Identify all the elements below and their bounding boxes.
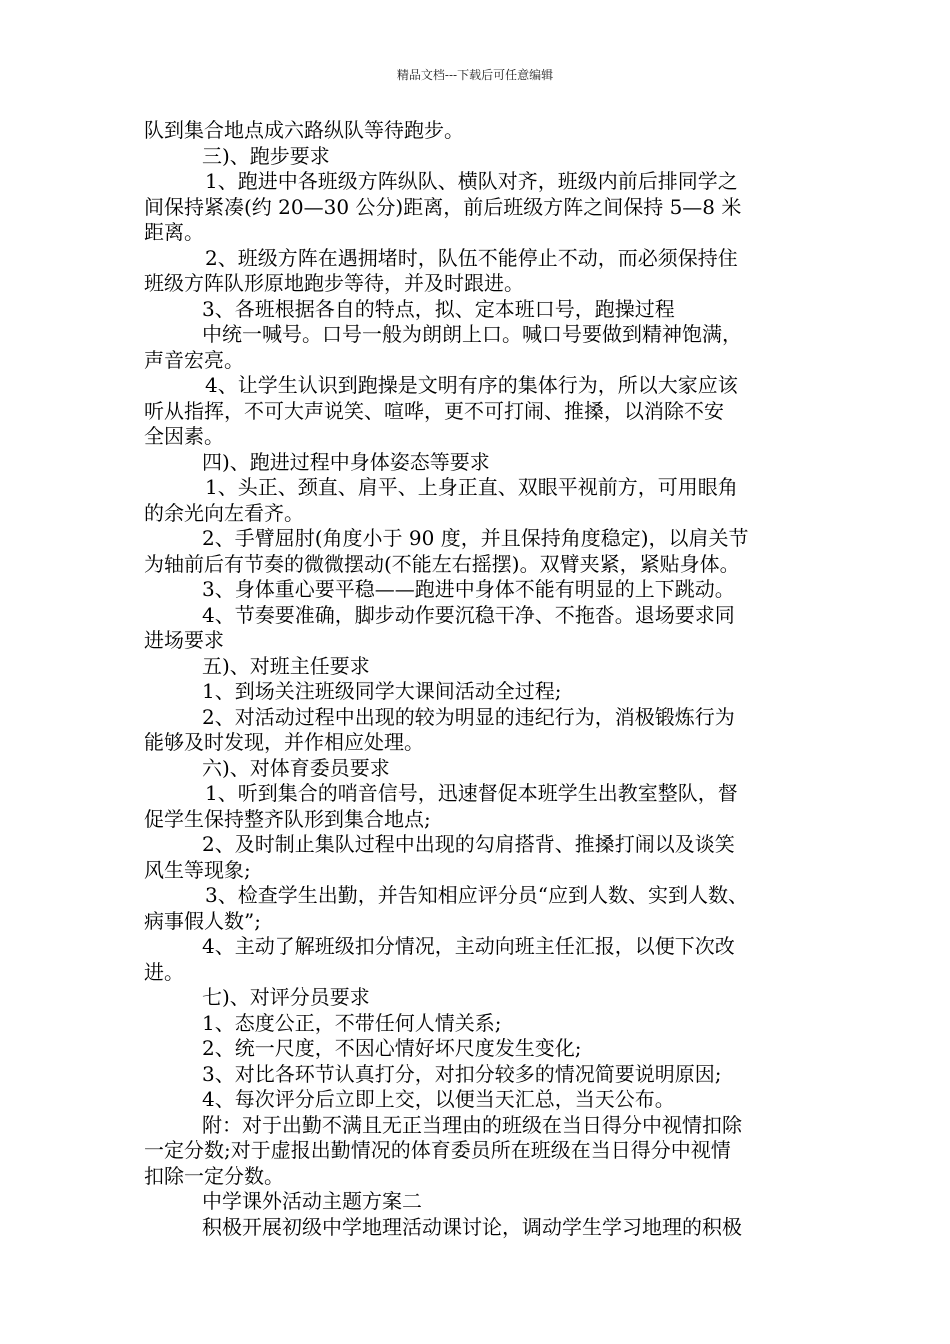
text-line: 4、每次评分后立即上交，以便当天汇总，当天公布。 [202, 1087, 675, 1111]
text-line: 1、头正、颈直、肩平、上身正直、双眼平视前方，可用眼角 [205, 475, 738, 499]
text-line: 五)、对班主任要求 [202, 653, 370, 678]
text-line: 扣除一定分数。 [144, 1163, 284, 1188]
text-line: 听从指挥，不可大声说笑、喧哗，更不可打闹、推搡，以消除不安 [144, 398, 724, 423]
text-line: 中统一喊号。口号一般为朗朗上口。喊口号要做到精神饱满， [202, 322, 742, 346]
text-line: 2、统一尺度，不因心情好坏尺度发生变化; [202, 1036, 582, 1060]
text-line: 四)、跑进过程中身体姿态等要求 [202, 449, 490, 474]
text-line: 进。 [144, 959, 184, 984]
text-line: 班级方阵队形原地跑步等待，并及时跟进。 [144, 271, 524, 295]
text-line: 4、主动了解班级扣分情况，主动向班主任汇报，以便下次改 [202, 934, 735, 958]
text-line: 距离。 [144, 220, 204, 244]
text-line: 促学生保持整齐队形到集合地点; [144, 806, 431, 831]
text-line: 1、听到集合的哨音信号，迅速督促本班学生出教室整队，督 [205, 781, 738, 805]
text-line: 2、对活动过程中出现的较为明显的违纪行为，消极锻炼行为 [202, 704, 735, 729]
text-line: 能够及时发现，并作相应处理。 [144, 730, 424, 754]
text-line: 的余光向左看齐。 [144, 500, 304, 525]
text-line: 进场要求 [144, 628, 224, 652]
text-line: 一定分数;对于虚报出勤情况的体育委员所在班级在当日得分中视情 [144, 1138, 731, 1162]
text-line: 4、让学生认识到跑操是文明有序的集体行为，所以大家应该 [205, 373, 738, 397]
text-line: 1、到场关注班级同学大课间活动全过程; [202, 679, 562, 703]
text-line: 3、对比各环节认真打分，对扣分较多的情况简要说明原因; [202, 1061, 722, 1086]
text-line: 3、身体重心要平稳——跑进中身体不能有明显的上下跳动。 [202, 577, 735, 601]
text-line: 风生等现象; [144, 857, 251, 882]
document-body [144, 118, 816, 1240]
text-line: 三)、跑步要求 [202, 143, 330, 168]
text-line: 3、检查学生出勤，并告知相应评分员“应到人数、实到人数、 [205, 883, 748, 907]
text-line: 间保持紧凑(约 20—30 公分)距离，前后班级方阵之间保持 5—8 米 [144, 194, 742, 219]
text-line: 附：对于出勤不满且无正当理由的班级在当日得分中视情扣除 [202, 1112, 742, 1137]
text-line: 为轴前后有节奏的微微摆动(不能左右摇摆)。双臂夹紧，紧贴身体。 [144, 551, 740, 576]
text-line: 2、班级方阵在遇拥堵时，队伍不能停止不动，而必须保持住 [205, 245, 738, 270]
text-line: 全因素。 [144, 424, 224, 448]
page-header: 精品文档---下载后可任意编辑 [396, 68, 554, 82]
text-line: 六)、对体育委员要求 [202, 755, 390, 780]
text-line: 1、态度公正，不带任何人情关系; [202, 1010, 502, 1035]
text-line: 病事假人数”; [144, 908, 261, 933]
text-line: 声音宏亮。 [144, 347, 244, 372]
text-line: 3、各班根据各自的特点，拟、定本班口号，跑操过程 [202, 296, 675, 321]
text-line: 队到集合地点成六路纵队等待跑步。 [144, 118, 464, 142]
text-line: 积极开展初级中学地理活动课讨论，调动学生学习地理的积极 [202, 1214, 742, 1239]
text-line: 2、手臂屈肘(角度小于 90 度，并且保持角度稳定)，以肩关节 [202, 526, 749, 550]
text-line: 七)、对评分员要求 [202, 985, 370, 1009]
text-line: 中学课外活动主题方案二 [202, 1189, 422, 1213]
text-line: 2、及时制止集队过程中出现的勾肩搭背、推搡打闹以及谈笑 [202, 832, 735, 856]
text-line: 4、节奏要准确，脚步动作要沉稳干净、不拖沓。退场要求同 [202, 602, 735, 627]
text-line: 1、跑进中各班级方阵纵队、横队对齐，班级内前后排同学之 [205, 169, 738, 193]
